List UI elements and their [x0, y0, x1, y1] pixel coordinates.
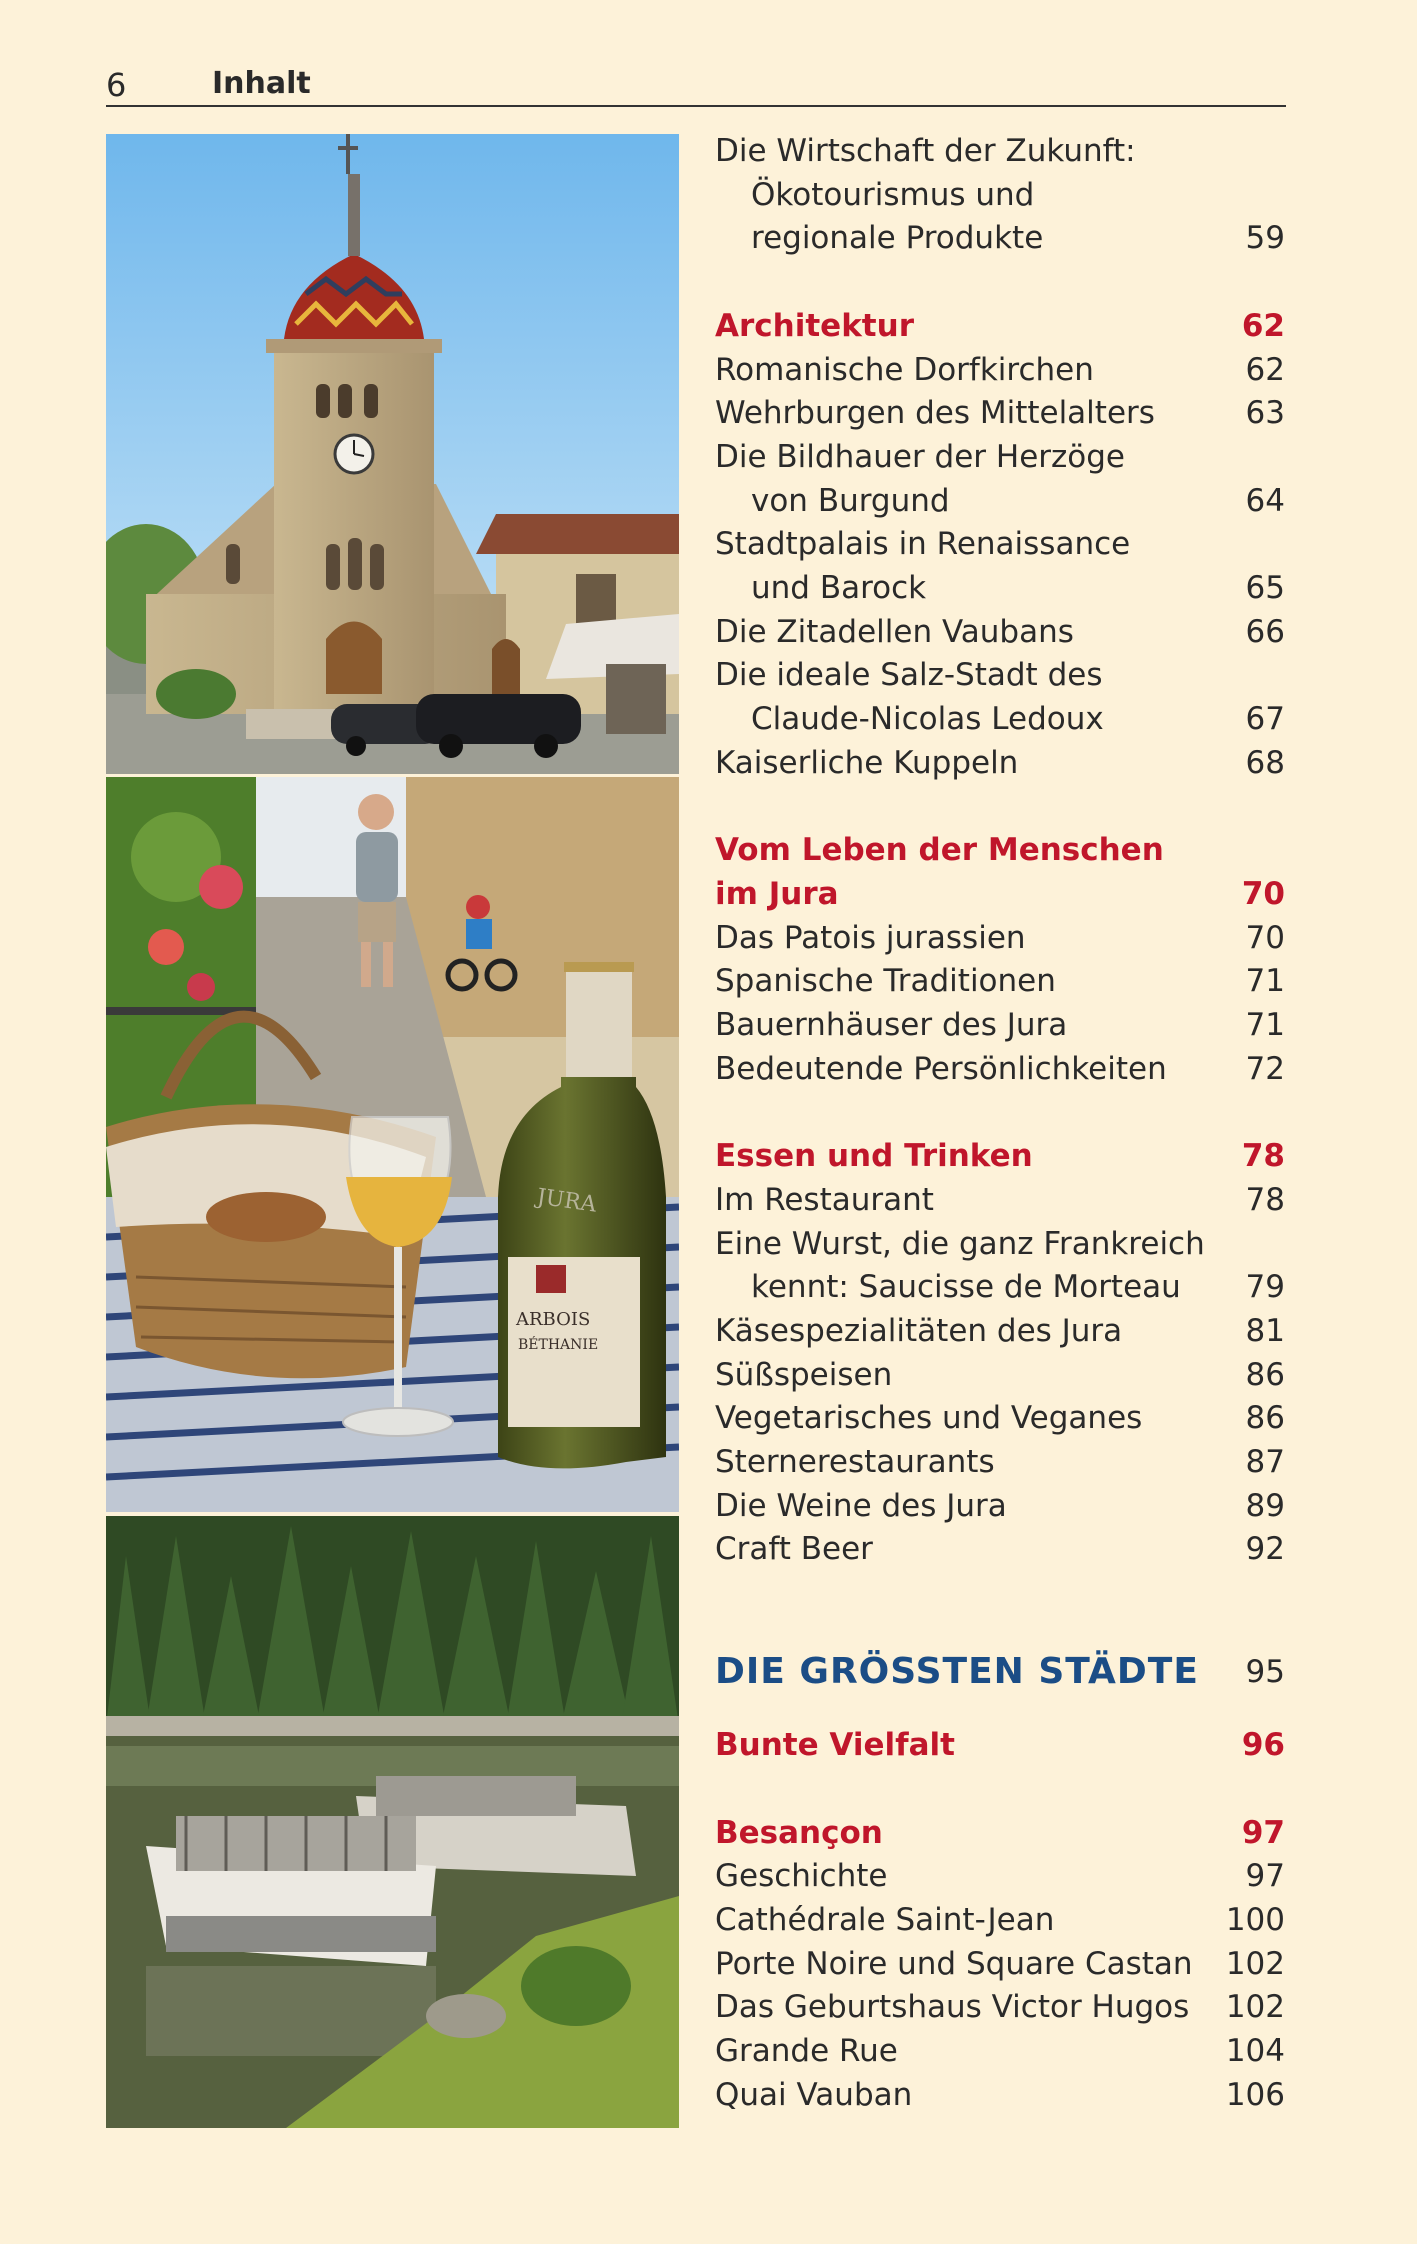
- toc-page-number: 86: [1245, 1400, 1285, 1437]
- toc-page-number: 71: [1245, 1007, 1285, 1044]
- toc-entry-text: Die Bildhauer der Herzöge: [715, 438, 1126, 475]
- header-rule: [106, 105, 1286, 107]
- toc-page-number: 102: [1225, 1989, 1285, 2026]
- toc-entry-text: Craft Beer: [715, 1531, 873, 1568]
- toc-entry: [715, 611, 1287, 655]
- toc-entry-text: regionale Produkte: [751, 220, 1044, 257]
- toc-entry-text: Die ideale Salz-Stadt des: [715, 657, 1103, 694]
- toc-entry: [715, 436, 1287, 523]
- toc-entry: [715, 1397, 1287, 1441]
- toc-entry: [715, 1528, 1287, 1572]
- toc-entry: [715, 1485, 1287, 1529]
- toc-entry-text: Geschichte: [715, 1858, 888, 1895]
- toc-page-number: 97: [1241, 1814, 1285, 1851]
- toc-entry-text: Käsespezialitäten des Jura: [715, 1312, 1123, 1349]
- toc-entry: [715, 1004, 1287, 1048]
- toc-heading: [715, 1724, 1287, 1768]
- toc-entry-text: Vegetarisches und Veganes: [715, 1400, 1143, 1437]
- toc-section-architektur: [715, 305, 1287, 786]
- toc-page-number: 81: [1245, 1312, 1285, 1349]
- toc-entry-text: Cathédrale Saint-Jean: [715, 1901, 1055, 1938]
- toc-page-number: 68: [1245, 744, 1285, 781]
- toc-block-intro: [715, 130, 1287, 261]
- toc-entry: [715, 1179, 1287, 1223]
- toc-entry: [715, 654, 1287, 741]
- toc-entry-text: Das Geburtshaus Victor Hugos: [715, 1989, 1190, 2026]
- toc-entry: [715, 1048, 1287, 1092]
- toc-entry-text: Wehrburgen des Mittelalters: [715, 395, 1155, 432]
- toc-entry: [715, 1441, 1287, 1485]
- toc-entry-text: Bauernhäuser des Jura: [715, 1007, 1068, 1044]
- toc-entry-text: Süßspeisen: [715, 1356, 893, 1393]
- toc-entry-text: Vom Leben der Menschen: [715, 832, 1164, 869]
- header-title: Inhalt: [212, 66, 311, 101]
- toc-entry: [715, 917, 1287, 961]
- church-photo: [106, 134, 679, 774]
- photo-column: [106, 134, 679, 2134]
- toc-page-number: 70: [1245, 919, 1285, 956]
- toc-section-besancon: [715, 1812, 1287, 2118]
- toc-entry: [715, 2030, 1287, 2074]
- toc-entry-text: Die Zitadellen Vaubans: [715, 613, 1074, 650]
- toc-entry-text: Bedeutende Persönlichkeiten: [715, 1050, 1167, 1087]
- toc-page-number: 65: [1245, 570, 1285, 607]
- table-of-contents: [715, 130, 1287, 2117]
- toc-entry-text: Stadtpalais in Renaissance: [715, 526, 1131, 563]
- toc-entry-text: und Barock: [751, 570, 927, 607]
- toc-entry: [715, 1943, 1287, 1987]
- toc-page-number: 87: [1245, 1444, 1285, 1481]
- toc-entry-text: Romanische Dorfkirchen: [715, 351, 1094, 388]
- toc-entry: [715, 1986, 1287, 2030]
- toc-page-number: 79: [1245, 1269, 1285, 1306]
- toc-entry-text: Die Weine des Jura: [715, 1487, 1007, 1524]
- toc-page-number: 102: [1225, 1945, 1285, 1982]
- toc-page-number: 106: [1225, 2076, 1285, 2113]
- toc-entry: [715, 1310, 1287, 1354]
- toc-heading: [715, 305, 1287, 349]
- toc-entry-text: Im Restaurant: [715, 1181, 934, 1218]
- toc-entry: [715, 1354, 1287, 1398]
- page-header: [106, 64, 1286, 108]
- toc-entry: [715, 960, 1287, 1004]
- toc-entry-text: Essen und Trinken: [715, 1138, 1033, 1175]
- toc-page-number: 89: [1245, 1487, 1285, 1524]
- toc-entry-text: im Jura: [715, 875, 839, 912]
- toc-entry-text: kennt: Saucisse de Morteau: [751, 1269, 1181, 1306]
- lake-boats-photo: [106, 1516, 679, 2128]
- toc-page-number: 72: [1245, 1050, 1285, 1087]
- toc-heading: [715, 829, 1287, 916]
- toc-entry-text: Quai Vauban: [715, 2076, 913, 2113]
- toc-page-number: 86: [1245, 1356, 1285, 1393]
- toc-section-vielfalt: [715, 1724, 1287, 1768]
- chapter-title: DIE GRÖSSTEN STÄDTE: [715, 1651, 1199, 1693]
- chapter-page: 95: [1245, 1654, 1285, 1691]
- toc-entry-text: Grande Rue: [715, 2033, 898, 2070]
- toc-page-number: 63: [1245, 395, 1285, 432]
- page-number: 6: [106, 66, 127, 104]
- toc-page-number: 100: [1225, 1901, 1285, 1938]
- toc-entry-text: Sternerestaurants: [715, 1444, 995, 1481]
- toc-page-number: 92: [1245, 1531, 1285, 1568]
- toc-entry-text: Das Patois jurassien: [715, 919, 1026, 956]
- toc-entry: [715, 523, 1287, 610]
- toc-entry-text: Claude-Nicolas Ledoux: [751, 701, 1104, 738]
- wine-name-text: ARBOIS: [516, 1309, 591, 1330]
- toc-entry-text: Eine Wurst, die ganz Frankreich: [715, 1225, 1205, 1262]
- toc-entry-text: Die Wirtschaft der Zukunft:: [715, 133, 1136, 169]
- toc-entry: [715, 1899, 1287, 1943]
- toc-section-menschen: [715, 829, 1287, 1091]
- toc-entry: [715, 392, 1287, 436]
- toc-page-number: 64: [1245, 482, 1285, 519]
- toc-page-number: 78: [1241, 1138, 1285, 1175]
- toc-entry-text: Bunte Vielfalt: [715, 1727, 955, 1764]
- wine-sub-text: BÉTHANIE: [518, 1337, 599, 1353]
- toc-entry: [715, 1855, 1287, 1899]
- toc-entry: [715, 742, 1287, 786]
- toc-entry-text: Ökotourismus und: [751, 176, 1035, 213]
- toc-entry-text: Kaiserliche Kuppeln: [715, 744, 1019, 781]
- toc-heading: [715, 1812, 1287, 1856]
- toc-page-number: 104: [1225, 2033, 1285, 2070]
- toc-page-number: 97: [1245, 1858, 1285, 1895]
- toc-page-number: 71: [1245, 963, 1285, 1000]
- toc-entry-text: Porte Noire und Square Castan: [715, 1945, 1193, 1982]
- toc-entry: [715, 130, 1287, 261]
- toc-page-number: 70: [1241, 875, 1285, 912]
- toc-entry: [715, 349, 1287, 393]
- toc-page-number: 67: [1245, 701, 1285, 738]
- toc-page-number: 66: [1245, 613, 1285, 650]
- wine-and-bread-photo: [106, 777, 679, 1512]
- toc-heading: [715, 1135, 1287, 1179]
- toc-page-number: 62: [1245, 351, 1285, 388]
- toc-entry-text: Architektur: [715, 307, 914, 344]
- toc-entry-text: von Burgund: [751, 482, 950, 519]
- toc-section-essen: [715, 1135, 1287, 1572]
- wine-brand-text: JURA: [535, 1184, 598, 1218]
- toc-entry: [715, 1223, 1287, 1310]
- toc-page-number: 59: [1245, 220, 1285, 257]
- toc-page-number: 96: [1241, 1727, 1285, 1764]
- toc-entry-text: Spanische Traditionen: [715, 963, 1056, 1000]
- toc-chapter-staedte: [715, 1644, 1287, 1700]
- toc-entry: [715, 2074, 1287, 2118]
- toc-entry-text: Besançon: [715, 1814, 883, 1851]
- toc-page-number: 78: [1245, 1181, 1285, 1218]
- toc-page-number: 62: [1241, 307, 1285, 344]
